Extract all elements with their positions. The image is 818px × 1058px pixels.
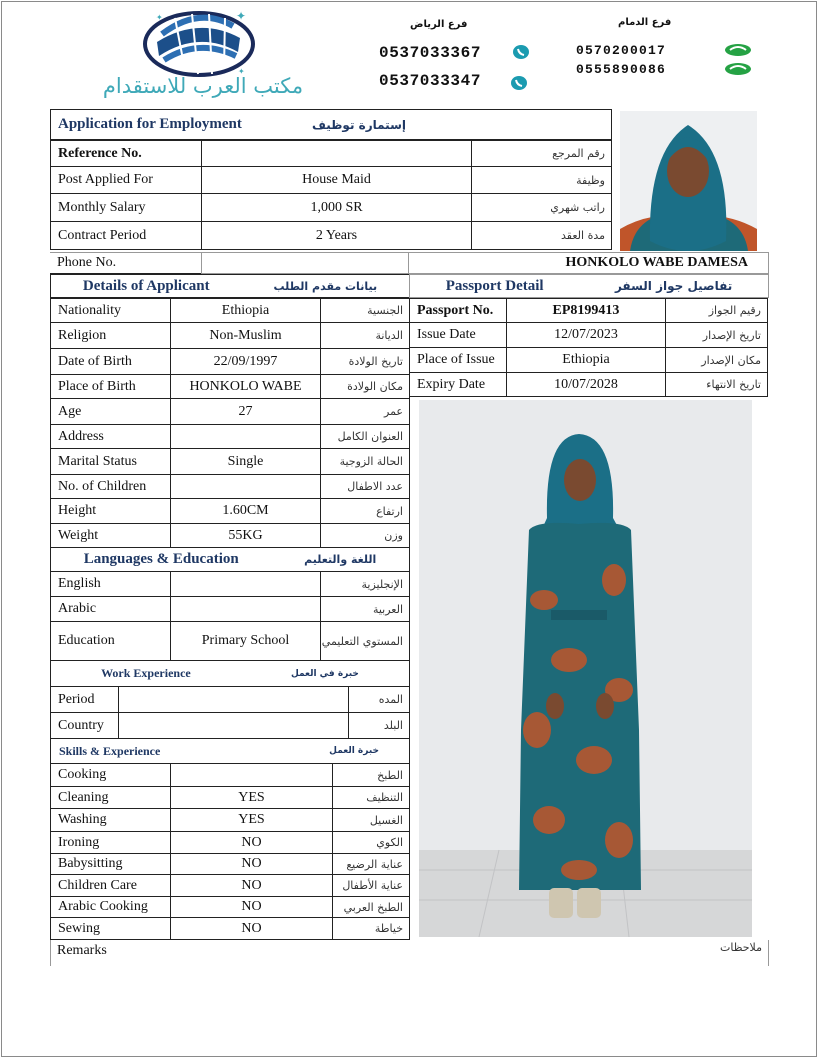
sewing-label: Sewing	[50, 917, 171, 940]
details-heading-ar: بيانات مقدم الطلب	[273, 279, 378, 293]
religion-label: Religion	[50, 322, 171, 349]
post-label: Post Applied For	[50, 166, 202, 194]
riyadh-phone-2: 0537033347	[379, 72, 482, 90]
country-label: Country	[50, 712, 119, 739]
height-label: Height	[50, 498, 171, 524]
contract-value: 2 Years	[201, 221, 472, 250]
weight-label: Weight	[50, 523, 171, 548]
period-label: Period	[50, 686, 119, 713]
ironing-value: NO	[170, 831, 333, 854]
contract-label: Contract Period	[50, 221, 202, 250]
reference-label-ar: رقم المرجع	[471, 140, 612, 167]
dammam-phone-1: 0570200017	[576, 43, 667, 58]
work-heading-row	[50, 660, 410, 687]
ironing-label: Ironing	[50, 831, 171, 854]
phone-label: Phone No.	[50, 252, 202, 274]
salary-value: 1,000 SR	[201, 193, 472, 222]
headshot-photo	[620, 111, 757, 251]
religion-value: Non-Muslim	[170, 322, 321, 349]
children-care-value: NO	[170, 874, 333, 897]
sewing-value: NO	[170, 917, 333, 940]
issue-date-label-ar: تاريخ الإصدار	[665, 322, 768, 348]
passport-heading: Passport Detail	[445, 277, 544, 294]
passport-no-label-ar: رقيم الجواز	[665, 298, 768, 323]
cleaning-label: Cleaning	[50, 786, 171, 809]
children-care-label-ar: عناية الأطفال	[332, 874, 410, 897]
cooking-label-ar: الطبخ	[332, 763, 410, 787]
cleaning-label-ar: التنظيف	[332, 786, 410, 809]
globe-logo	[140, 8, 258, 78]
place-of-issue-label-ar: مكان الإصدار	[665, 347, 768, 373]
dob-label: Date of Birth	[50, 348, 171, 375]
riyadh-branch-label: فرع الرياض	[410, 19, 468, 30]
washing-value: YES	[170, 808, 333, 832]
pob-label: Place of Birth	[50, 374, 171, 399]
babysitting-label-ar: عناية الرضيع	[332, 853, 410, 875]
passport-no-value: EP8199413	[506, 298, 666, 323]
age-value: 27	[170, 398, 321, 425]
washing-label-ar: الغسيل	[332, 808, 410, 832]
svg-text:✦: ✦	[238, 67, 245, 76]
dob-value: 22/09/1997	[170, 348, 321, 375]
babysitting-value: NO	[170, 853, 333, 875]
address-label-ar: العنوان الكامل	[320, 424, 410, 449]
skills-heading-ar: خبرة العمل	[329, 746, 379, 756]
issue-date-label: Issue Date	[409, 322, 507, 348]
logo-text: مكتب العرب للاستقدام	[102, 74, 304, 98]
languages-heading: Languages & Education	[83, 551, 239, 567]
nationality-label: Nationality	[50, 298, 171, 323]
arabic-cooking-value: NO	[170, 896, 333, 918]
cleaning-value: YES	[170, 786, 333, 809]
post-value: House Maid	[201, 166, 472, 194]
phone-icon	[724, 61, 752, 77]
applicant-name: HONKOLO WABE DAMESA	[408, 252, 769, 274]
expiry-date-label-ar: تاريخ الانتهاء	[665, 372, 768, 397]
country-label-ar: البلد	[348, 712, 410, 739]
age-label: Age	[50, 398, 171, 425]
weight-label-ar: وزن	[320, 523, 410, 548]
expiry-date-value: 10/07/2028	[506, 372, 666, 397]
expiry-date-label: Expiry Date	[409, 372, 507, 397]
arabic-cooking-label: Arabic Cooking	[50, 896, 171, 918]
nationality-value: Ethiopia	[170, 298, 321, 323]
marital-label: Marital Status	[50, 448, 171, 475]
dob-label-ar: تاريخ الولادة	[320, 348, 410, 375]
children-care-label: Children Care	[50, 874, 171, 897]
whatsapp-icon	[510, 75, 528, 91]
skills-heading: Skills & Experience	[59, 743, 161, 758]
svg-text:✦: ✦	[236, 9, 247, 23]
remarks-left-rule	[50, 940, 51, 966]
remarks-right-rule	[768, 940, 769, 966]
english-label-ar: الإنجليزية	[320, 571, 410, 597]
details-heading: Details of Applicant	[82, 277, 210, 294]
english-label: English	[50, 571, 171, 597]
skills-heading-row	[50, 738, 410, 764]
age-label-ar: عمر	[320, 398, 410, 425]
full-body-photo	[419, 400, 752, 937]
passport-heading-ar: تفاصيل جواز السفر	[614, 279, 733, 293]
details-heading-row	[50, 274, 410, 298]
pob-label-ar: مكان الولادة	[320, 374, 410, 399]
remarks-label-ar: ملاحظات	[720, 941, 762, 954]
reference-label: Reference No.	[50, 140, 202, 167]
dammam-branch-label: فرع الدمام	[618, 17, 672, 28]
phone-value	[201, 252, 409, 274]
arabic-label-ar: العربية	[320, 596, 410, 622]
height-value: 1.60CM	[170, 498, 321, 524]
arabic-cooking-label-ar: الطبخ العربي	[332, 896, 410, 918]
height-label-ar: ارتفاع	[320, 498, 410, 524]
languages-heading-ar: اللغة والتعليم	[304, 553, 377, 566]
religion-label-ar: الديانة	[320, 322, 410, 349]
cooking-value	[170, 763, 333, 787]
dammam-phone-2: 0555890086	[576, 62, 667, 77]
post-label-ar: وظيفة	[471, 166, 612, 194]
address-value	[170, 424, 321, 449]
svg-text:✦: ✦	[156, 13, 163, 22]
children-label-ar: عدد الاطفال	[320, 474, 410, 499]
remarks-label: Remarks	[57, 943, 107, 958]
application-title-row	[50, 109, 612, 140]
salary-label-ar: راتب شهري	[471, 193, 612, 222]
issue-date-value: 12/07/2023	[506, 322, 666, 348]
contract-label-ar: مدة العقد	[471, 221, 612, 250]
reference-value	[201, 140, 472, 167]
place-of-issue-value: Ethiopia	[506, 347, 666, 373]
passport-no-label: Passport No.	[409, 298, 507, 323]
education-value: Primary School	[170, 621, 321, 661]
nationality-label-ar: الجنسية	[320, 298, 410, 323]
arabic-label: Arabic	[50, 596, 171, 622]
period-label-ar: المده	[348, 686, 410, 713]
application-title: Application for Employment	[58, 116, 242, 132]
work-heading-ar: خبرة في العمل	[290, 668, 359, 679]
work-heading: Work Experience	[101, 666, 191, 680]
pob-value: HONKOLO WABE	[170, 374, 321, 399]
period-value	[118, 686, 349, 713]
children-label: No. of Children	[50, 474, 171, 499]
languages-heading-row	[50, 547, 410, 572]
education-label: Education	[50, 621, 171, 661]
application-title-ar: إستمارة توظيف	[311, 117, 406, 132]
washing-label: Washing	[50, 808, 171, 832]
babysitting-label: Babysitting	[50, 853, 171, 875]
marital-label-ar: الحالة الزوجية	[320, 448, 410, 475]
country-value	[118, 712, 349, 739]
ironing-label-ar: الكوي	[332, 831, 410, 854]
riyadh-phone-1: 0537033367	[379, 44, 482, 62]
marital-value: Single	[170, 448, 321, 475]
place-of-issue-label: Place of Issue	[409, 347, 507, 373]
whatsapp-icon	[512, 44, 530, 60]
passport-heading-row	[409, 274, 769, 298]
salary-label: Monthly Salary	[50, 193, 202, 222]
address-label: Address	[50, 424, 171, 449]
phone-icon	[724, 42, 752, 58]
sewing-label-ar: خياطة	[332, 917, 410, 940]
weight-value: 55KG	[170, 523, 321, 548]
children-value	[170, 474, 321, 499]
arabic-value	[170, 596, 321, 622]
english-value	[170, 571, 321, 597]
cooking-label: Cooking	[50, 763, 171, 787]
education-label-ar: المستوي التعليمي	[320, 621, 410, 661]
